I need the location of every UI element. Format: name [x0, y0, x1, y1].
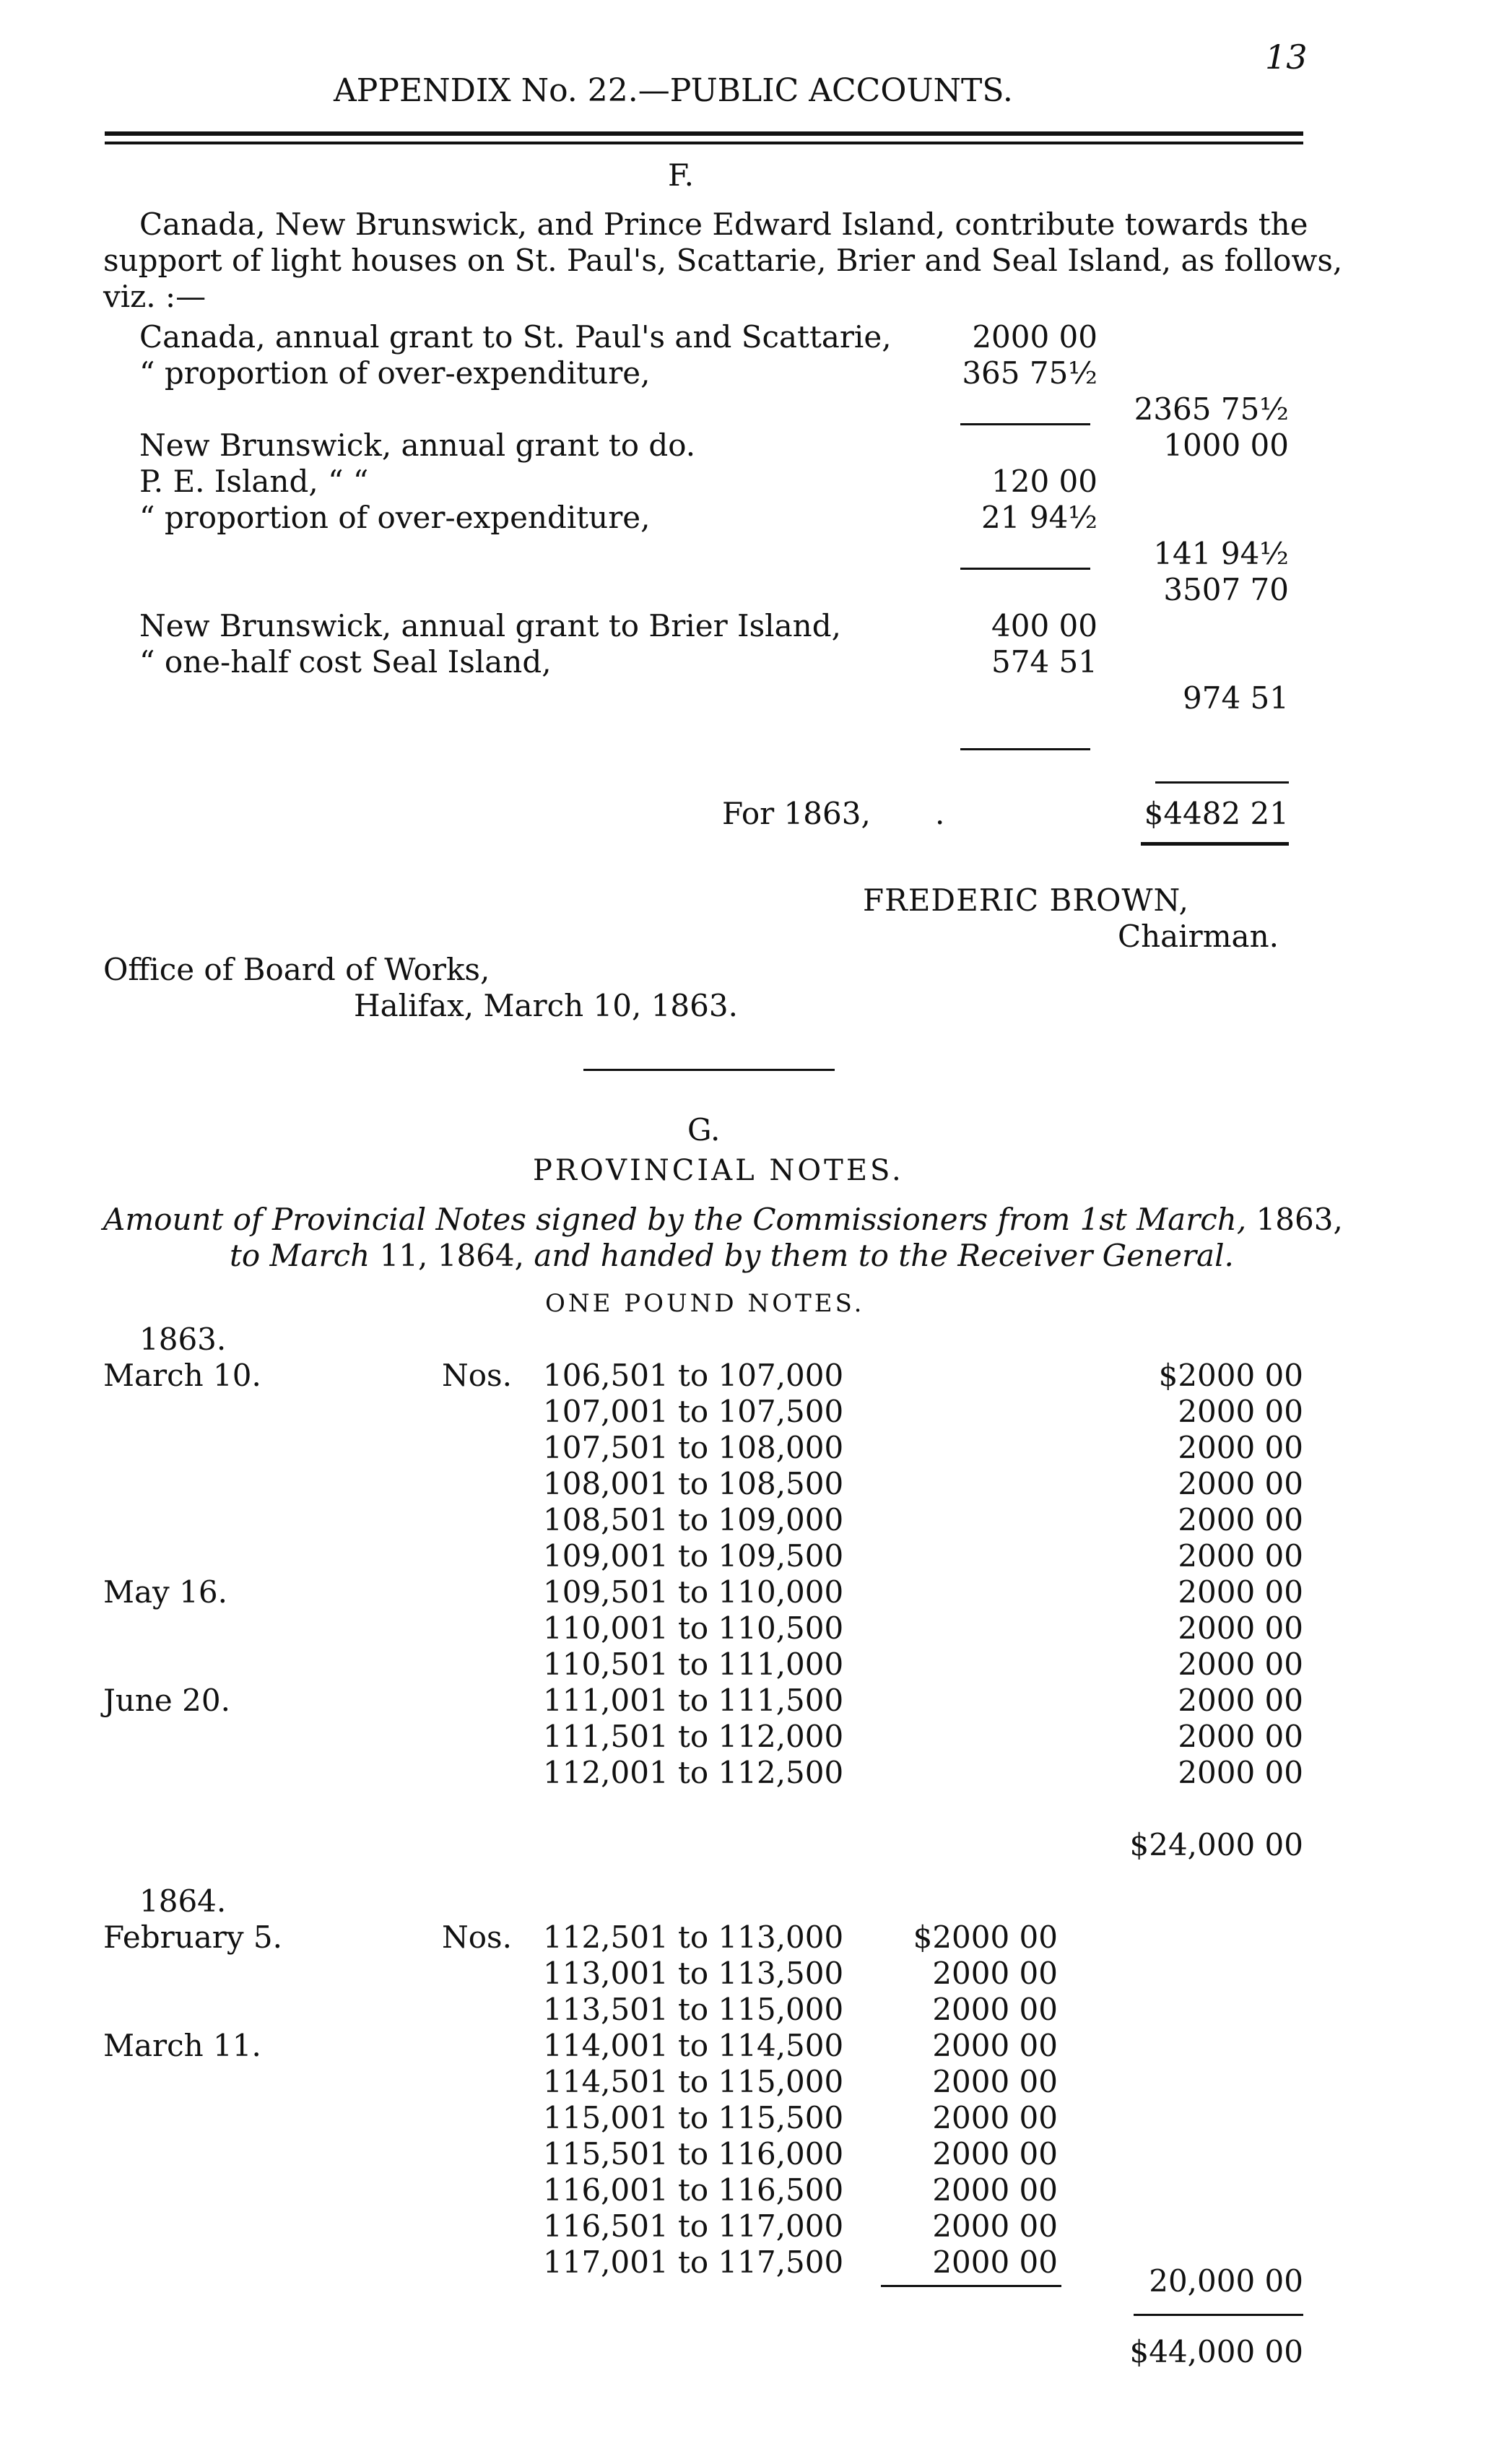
row-range: 111,001 to 111,500	[543, 1683, 844, 1718]
row-date	[103, 1647, 261, 1683]
entry-total: 2365 75½	[1134, 391, 1289, 427]
entry-total	[1126, 319, 1289, 355]
row-range: 110,001 to 110,500	[543, 1610, 844, 1646]
signature-title: Chairman.	[1118, 919, 1279, 954]
section-g-grand-total: $44,000 00	[1129, 2334, 1303, 2369]
row-date	[103, 1610, 261, 1647]
row-date	[103, 1466, 261, 1502]
entry-amount: 574 51	[991, 644, 1097, 680]
section-g-subheading: ONE POUND NOTES.	[545, 1289, 865, 1318]
header-double-rule-bottom	[105, 142, 1303, 144]
row-date	[103, 2244, 282, 2281]
row-date	[103, 1956, 282, 1992]
section-f-intro-line-1: Canada, New Brunswick, and Prince Edward Island, contribute towards the	[139, 207, 1308, 242]
section-f-letter: F.	[668, 157, 694, 193]
row-date	[103, 1394, 261, 1430]
row-range: 113,001 to 113,500	[543, 1956, 844, 1991]
rows-1864-ranges	[543, 1919, 843, 2281]
entry-total: 3507 70	[1163, 572, 1289, 607]
entry-amount: 120 00	[991, 464, 1097, 499]
row-date	[103, 1430, 261, 1466]
row-date: March 10.	[103, 1358, 261, 1393]
entry-amount: 365 75½	[962, 355, 1097, 391]
nos-label: Nos.	[442, 1358, 512, 1393]
row-range: 116,501 to 117,000	[543, 2208, 844, 2244]
office-line-2: Halifax, March 10, 1863.	[354, 988, 738, 1023]
entry-total	[1126, 464, 1289, 500]
grand-total-rule	[1134, 2314, 1303, 2316]
caption-text: and handed by them to the Receiver General.	[534, 1238, 1234, 1273]
row-amount: 2000 00	[1178, 1719, 1303, 1754]
rows-1863-ranges	[543, 1358, 843, 1791]
row-range: 107,001 to 107,500	[543, 1394, 844, 1429]
subtotal-rule	[881, 2285, 1061, 2287]
subtotal-rule	[1155, 781, 1289, 784]
entry-amount	[924, 391, 1097, 428]
row-date: February 5.	[103, 1919, 282, 1955]
entry-label: Canada, annual grant to St. Paul's and Scattarie,	[139, 319, 892, 355]
row-amount: 2000 00	[932, 2064, 1058, 2099]
section-g-heading: PROVINCIAL NOTES.	[533, 1154, 904, 1187]
entry-total	[1126, 355, 1289, 391]
entry-total: 974 51	[1183, 680, 1289, 716]
row-date	[103, 2208, 282, 2244]
row-range: 112,501 to 113,000	[543, 1919, 844, 1955]
nos-label: Nos.	[442, 1919, 512, 1955]
row-range: 117,001 to 117,500	[543, 2244, 844, 2280]
caption-year: 1863,	[1256, 1202, 1343, 1237]
row-range: 110,501 to 111,000	[543, 1647, 844, 1682]
entry-amount: 21 94½	[981, 500, 1097, 535]
row-amount: 2000 00	[1178, 1430, 1303, 1465]
subtotal-rule	[960, 748, 1090, 750]
rows-1863-dates	[103, 1358, 261, 1791]
entry-total	[1126, 500, 1289, 536]
entry-amount: 2000 00	[972, 319, 1097, 355]
row-amount: 2000 00	[1178, 1755, 1303, 1790]
section-f-amounts	[924, 319, 1097, 716]
entry-label	[139, 391, 892, 428]
row-amount: 2000 00	[1178, 1683, 1303, 1718]
row-amount: 2000 00	[932, 2208, 1058, 2244]
row-range: 107,501 to 108,000	[543, 1430, 844, 1465]
entry-label	[139, 572, 892, 608]
entry-amount	[924, 428, 1097, 464]
running-title: APPENDIX No. 22.—PUBLIC ACCOUNTS.	[334, 72, 1013, 109]
section-f-totals	[1126, 319, 1289, 716]
row-amount: 2000 00	[1178, 1574, 1303, 1610]
row-date: March 11.	[103, 2028, 261, 2063]
row-date: June 20.	[103, 1683, 230, 1718]
section-f-labels	[139, 319, 892, 716]
entry-total: 141 94½	[1153, 536, 1289, 571]
row-date: May 16.	[103, 1574, 227, 1610]
row-amount: 2000 00	[1178, 1394, 1303, 1429]
caption-date: 11, 1864,	[379, 1238, 524, 1273]
row-amount: 2000 00	[1178, 1466, 1303, 1501]
entry-label: New Brunswick, annual grant to do.	[139, 428, 696, 463]
rows-1864-dates	[103, 1919, 282, 2281]
office-line-1: Office of Board of Works,	[103, 952, 490, 987]
header-double-rule-top	[105, 131, 1303, 136]
row-amount: 2000 00	[932, 2244, 1058, 2280]
row-amount: 2000 00	[1178, 1647, 1303, 1682]
year-1864: 1864.	[139, 1883, 227, 1919]
row-range: 109,001 to 109,500	[543, 1538, 844, 1574]
row-date	[103, 2136, 282, 2172]
row-amount: 2000 00	[1178, 1538, 1303, 1574]
row-amount: 2000 00	[932, 2136, 1058, 2172]
row-amount: 2000 00	[1178, 1610, 1303, 1646]
row-date	[103, 2100, 282, 2136]
section-g-caption-line-2	[230, 1238, 1234, 1274]
entry-amount	[924, 536, 1097, 572]
grand-total-rule	[1141, 842, 1289, 846]
entry-label	[139, 536, 892, 572]
section-f-intro-line-2: support of light houses on St. Paul's, Scattarie, Brier and Seal Island, as follows,	[103, 243, 1343, 278]
row-range: 108,501 to 109,000	[543, 1502, 844, 1537]
row-date	[103, 1502, 261, 1538]
row-date	[103, 1538, 261, 1574]
row-amount: 2000 00	[932, 1992, 1058, 2027]
section-f-intro-line-3: viz. :—	[103, 279, 207, 314]
signature-name: FREDERIC BROWN,	[863, 882, 1189, 918]
entry-label	[139, 680, 892, 716]
row-range: 115,001 to 115,500	[543, 2100, 844, 2135]
row-amount: 2000 00	[932, 2172, 1058, 2208]
dot-mark: .	[935, 796, 945, 831]
page-number: 13	[1265, 38, 1308, 77]
entry-total: 1000 00	[1163, 428, 1289, 463]
row-date	[103, 1719, 261, 1755]
row-range: 108,001 to 108,500	[543, 1466, 844, 1501]
entry-amount	[924, 572, 1097, 608]
caption-text: Amount of Provincial Notes signed by the Commissioners from 1st March,	[103, 1202, 1247, 1237]
entry-amount	[924, 680, 1097, 716]
entry-label: New Brunswick, annual grant to Brier Island,	[139, 608, 841, 643]
subtotal-rule	[960, 423, 1090, 425]
row-range: 114,501 to 115,000	[543, 2064, 844, 2099]
row-amount: $2000 00	[913, 1919, 1058, 1955]
entry-label: “ one-half cost Seal Island,	[139, 644, 552, 680]
subtotal-1864: 20,000 00	[1149, 2263, 1303, 2299]
row-range: 115,501 to 116,000	[543, 2136, 844, 2172]
row-date	[103, 1992, 282, 2028]
row-range: 114,001 to 114,500	[543, 2028, 844, 2063]
year-1863: 1863.	[139, 1322, 227, 1357]
section-g-caption-line-1	[103, 1202, 1343, 1238]
section-f-grand-total: $4482 21	[1144, 796, 1289, 831]
section-divider	[583, 1069, 835, 1071]
row-date	[103, 2064, 282, 2100]
subtotal-rule	[960, 568, 1090, 570]
row-date	[103, 2172, 282, 2208]
entry-label: “ proportion of over-expenditure,	[139, 355, 651, 391]
subtotal-1863: $24,000 00	[1129, 1827, 1303, 1862]
row-range: 116,001 to 116,500	[543, 2172, 844, 2208]
rows-1863-amounts	[1112, 1358, 1303, 1791]
row-range: 112,001 to 112,500	[543, 1755, 844, 1790]
entry-total	[1126, 608, 1289, 644]
row-range: 109,501 to 110,000	[543, 1574, 844, 1610]
rows-1864-amounts	[881, 1919, 1058, 2281]
section-g-letter: G.	[687, 1112, 721, 1148]
row-amount: 2000 00	[932, 2100, 1058, 2135]
entry-label: P. E. Island, “ “	[139, 464, 369, 499]
caption-text: to March	[230, 1238, 370, 1273]
row-amount: 2000 00	[932, 1956, 1058, 1991]
row-amount: $2000 00	[1158, 1358, 1303, 1393]
row-range: 111,501 to 112,000	[543, 1719, 844, 1754]
entry-amount: 400 00	[991, 608, 1097, 643]
row-range: 113,501 to 115,000	[543, 1992, 844, 2027]
row-range: 106,501 to 107,000	[543, 1358, 844, 1393]
row-amount: 2000 00	[932, 2028, 1058, 2063]
for-year-label: For 1863,	[722, 796, 871, 831]
entry-total	[1126, 644, 1289, 680]
entry-label: “ proportion of over-expenditure,	[139, 500, 651, 535]
row-date	[103, 1755, 261, 1791]
row-amount: 2000 00	[1178, 1502, 1303, 1537]
